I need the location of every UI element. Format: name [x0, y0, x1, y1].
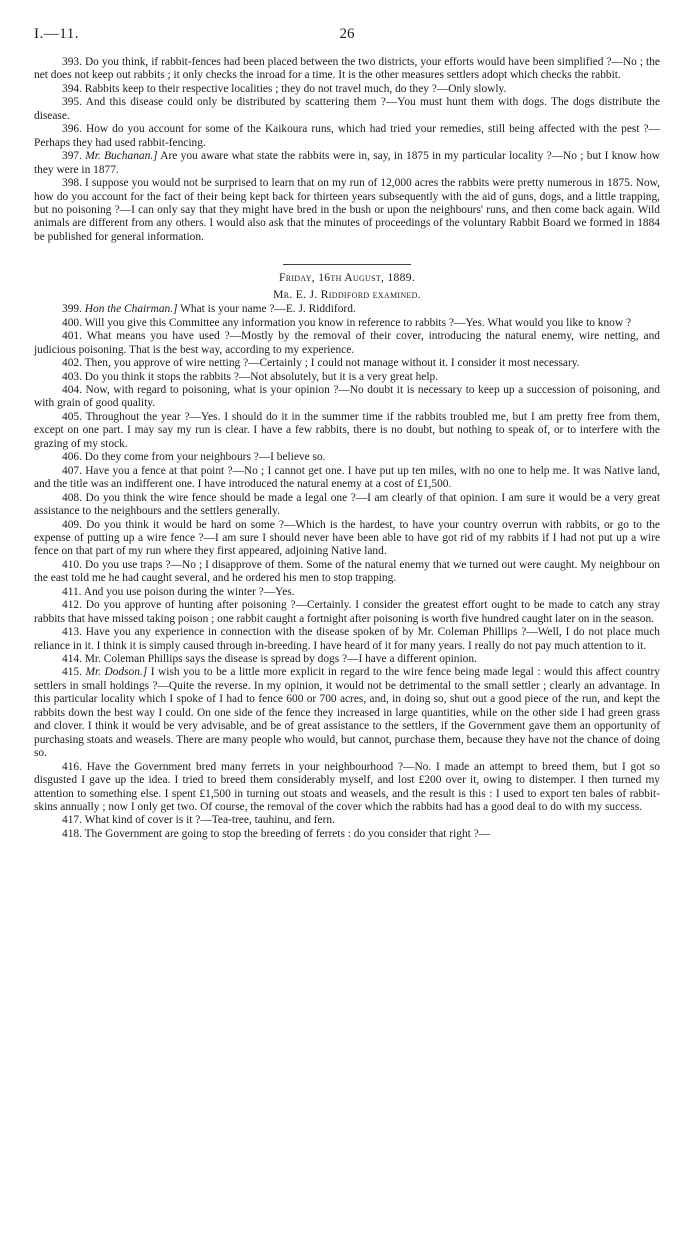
paragraph	[34, 465, 660, 492]
question-number: 409.	[62, 518, 82, 531]
section-witness: Mr. E. J. Riddiford examined.	[273, 287, 421, 301]
paragraph	[34, 384, 660, 411]
question-number: 418.	[62, 827, 82, 840]
question-number: 414.	[62, 653, 82, 666]
paragraph	[34, 411, 660, 451]
paragraph-text: I wish you to be a little more explicit in regard to the wire fence being made legal : would this affect country settlers in small holdings ?—Quite the reverse. In my opinion, it would not be detrimental to the small settler ; clearly an advantage. In this particular locality which I spoke of I had to fence 600 or 700 acres, and, in doing so, shut out a good piece of the run, and kept the rabbits down the best way I could. On one side of the fence they increased in large quantities, while on the other side I had green grass and clover. I think it would be very advisable, and be of great assistance to the settlers, if the Government gave them an opportunity of purchasing stoats and weasels. There are many people who would, but cannot, purchase them, because they have not the chance of doing so.	[34, 666, 660, 760]
question-number: 407.	[62, 464, 82, 477]
question-number: 397.	[62, 150, 82, 163]
speaker-name: Mr. Dodson.]	[85, 666, 148, 679]
paragraph-text: Are you aware what state the rabbits were in, say, in 1875 in my particular locality ?—No ; but I know how they were in 1877.	[34, 150, 661, 176]
paragraph	[34, 123, 660, 150]
paragraph-text: I suppose you would not be surprised to learn that on my run of 12,000 acres the rabbits were pretty numerous in 1875. Now, how do you account for the fact of their being kept back for thirteen years subsequently with the aid of guns, dogs, and a little trapping, but no poisoning ?—I can only say that they might have bred in the bush or upon the neighbours' runs, and then come back again. Wild animals are different from any others. I would also ask that the minutes of proceedings of the voluntary Rabbit Board we formed in 1884 be published for general information.	[34, 177, 660, 243]
paragraph-text: Rabbits keep to their respective localities ; they do not travel much, do they ?—Only slowly.	[84, 82, 507, 95]
paragraph-text: Then, you approve of wire netting ?—Certainly ; I could not manage without it. I consider it most necessary.	[84, 357, 580, 370]
question-number: 416.	[62, 760, 82, 773]
paragraph	[34, 83, 660, 96]
question-number: 403.	[62, 370, 82, 383]
paragraph-text: And you use poison during the winter ?—Yes.	[83, 585, 295, 598]
paragraph	[34, 303, 660, 316]
paragraph-text: Now, with regard to poisoning, what is your opinion ?—No doubt it is necessary to keep up a succession of poisoning, and with grain of good quality.	[34, 383, 660, 410]
paragraph	[34, 559, 660, 586]
paragraph	[34, 451, 660, 464]
paragraph	[34, 814, 660, 827]
paragraph-text: Do you think it would be hard on some ?—Which is the hardest, to have your country overrun with rabbits, or go to the expense of putting up a wire fence ?—I am sure I should never have been able to have got rid of my rabbits if I had not put up a wire fence on that part of my run where they first appeared, adjoining Native land.	[34, 518, 660, 558]
paragraph-text: Mr. Coleman Phillips says the disease is spread by dogs ?—I have a different opinion.	[84, 653, 477, 666]
paragraph	[34, 330, 660, 357]
paragraph	[34, 150, 660, 177]
paragraph-text: Do you approve of hunting after poisoning ?—Certainly. I consider the greatest effort ought to be made to catch any stray rabbits that have missed taking poison ; one rabbit caught a fortnight after poisoning is worth five hundred caught later on in the season.	[34, 599, 660, 625]
question-number: 410.	[62, 558, 82, 571]
paragraph	[34, 492, 660, 519]
paragraph-text: Do you use traps ?—No ; I disapprove of them. Some of the natural enemy that we turned out were caught. My neighbour on the east told me he had caught several, and he ordered his men to stop trapping.	[34, 558, 660, 585]
question-number: 398.	[62, 177, 82, 190]
question-number: 408.	[62, 491, 82, 504]
question-number: 396.	[62, 123, 82, 136]
paragraph-text: Do you think it stops the rabbits ?—Not absolutely, but it is a very great help.	[84, 370, 439, 383]
paragraph	[34, 177, 660, 244]
question-number: 401.	[62, 330, 82, 343]
paragraph	[34, 599, 660, 626]
paragraph	[34, 828, 660, 841]
paragraphs-before	[34, 56, 660, 244]
section-divider	[283, 264, 411, 265]
question-number: 413.	[62, 626, 82, 639]
paragraph	[34, 666, 660, 760]
paragraph-text: Do you think the wire fence should be made a legal one ?—I am clearly of that opinion. I am sure it would be a very great assistance to the neighbours and the settlers generally.	[34, 491, 660, 518]
paragraph	[34, 371, 660, 384]
paragraph	[34, 519, 660, 559]
document-body	[34, 56, 660, 841]
section-date: Friday, 16th August, 1889.	[278, 271, 416, 285]
paragraph	[34, 586, 660, 599]
question-number: 417.	[62, 814, 82, 827]
paragraph	[34, 626, 660, 653]
question-number: 402.	[62, 357, 82, 370]
paragraphs-after	[34, 303, 660, 841]
question-number: 406.	[62, 451, 82, 464]
question-number: 411.	[62, 585, 82, 598]
paragraph	[34, 96, 660, 123]
speaker-name: Hon the Chairman.]	[84, 303, 178, 316]
speaker-name: Mr. Buchanan.]	[85, 150, 158, 163]
question-number: 405.	[62, 410, 82, 423]
paragraph	[34, 653, 660, 666]
question-number: 395.	[62, 96, 82, 109]
paragraph-text: The Government are going to stop the breeding of ferrets : do you consider that right ?—	[84, 827, 491, 840]
paragraph-text: Have you any experience in connection with the disease spoken of by Mr. Coleman Phillips ?—Well, I do not place much reliance in it. I think it is simply caused through in-breeding. I have heard of it for many years. I really do not pay much attention to it.	[34, 626, 660, 652]
paper-reference: I.—11.	[34, 26, 79, 42]
question-number: 394.	[62, 82, 82, 95]
paragraph	[34, 317, 660, 330]
question-number: 399.	[62, 303, 82, 316]
question-number: 400.	[62, 316, 82, 329]
question-number: 393.	[62, 56, 82, 68]
paragraph-text: Do you think, if rabbit-fences had been placed between the two districts, your efforts would have been simplified ?—No ; the net does not keep out rabbits ; it only checks the inroad for a time. It is the other measures settlers adopt which checks the rabbit.	[34, 56, 660, 82]
question-number: 415.	[62, 666, 82, 679]
paragraph-text: How do you account for some of the Kaikoura runs, which had tried your remedies, still being affected with the pest ?—Perhaps they had used rabbit-fencing.	[34, 123, 660, 149]
question-number: 412.	[62, 599, 82, 612]
paragraph-text: What is your name ?—E. J. Riddiford.	[180, 303, 356, 316]
paragraph	[34, 761, 660, 815]
paragraph-text: Have the Government bred many ferrets in your neighbourhood ?—No. I made an attempt to breed them, but I got so disgusted I gave up the idea. I tried to breed them considerably myself, and lost £200 over it, owing to distemper. I then turned my attention to something else. I spent £1,500 in turning out stoats and weasels, and the result is this : I used to export ten bales of rabbit-skins annually ; now I only get two. Of course, the removal of the cover which the rabbits had has a good deal to do with my success.	[34, 760, 661, 814]
paragraph-text: Do they come from your neighbours ?—I believe so.	[84, 451, 326, 464]
paragraph-text: And this disease could only be distributed by scattering them ?—You must hunt them with dogs. The dogs distribute the disease.	[34, 96, 661, 122]
paragraph-text: What means you have used ?—Mostly by the removal of their cover, introducing the natural enemy, wire netting, and judicious poisoning. That is the best way, according to my experience.	[34, 330, 660, 356]
paragraph	[34, 357, 660, 370]
paragraph-text: Have you a fence at that point ?—No ; I cannot get one. I have put up ten miles, with no one to help me. It was Native land, and the title was an indifferent one. I have introduced the natural enemy at a cost of £1,500.	[34, 464, 660, 491]
paragraph-text: Will you give this Committee any information you know in reference to rabbits ?—Yes. What would you like to know ?	[84, 316, 632, 329]
page-header	[34, 26, 660, 48]
page-number: 26	[339, 26, 355, 42]
question-number: 404.	[62, 383, 82, 396]
paragraph-text: What kind of cover is it ?—Tea-tree, tauhinu, and fern.	[84, 814, 335, 827]
paragraph	[34, 56, 660, 83]
paragraph-text: Throughout the year ?—Yes. I should do it in the summer time if the rabbits troubled me, but I am pretty free from them, except on one part. I may say my run is clear. I have a few rabbits, there is no doubt, but nothing to speak of, or to interfere with the grazing of my stock.	[34, 410, 660, 450]
